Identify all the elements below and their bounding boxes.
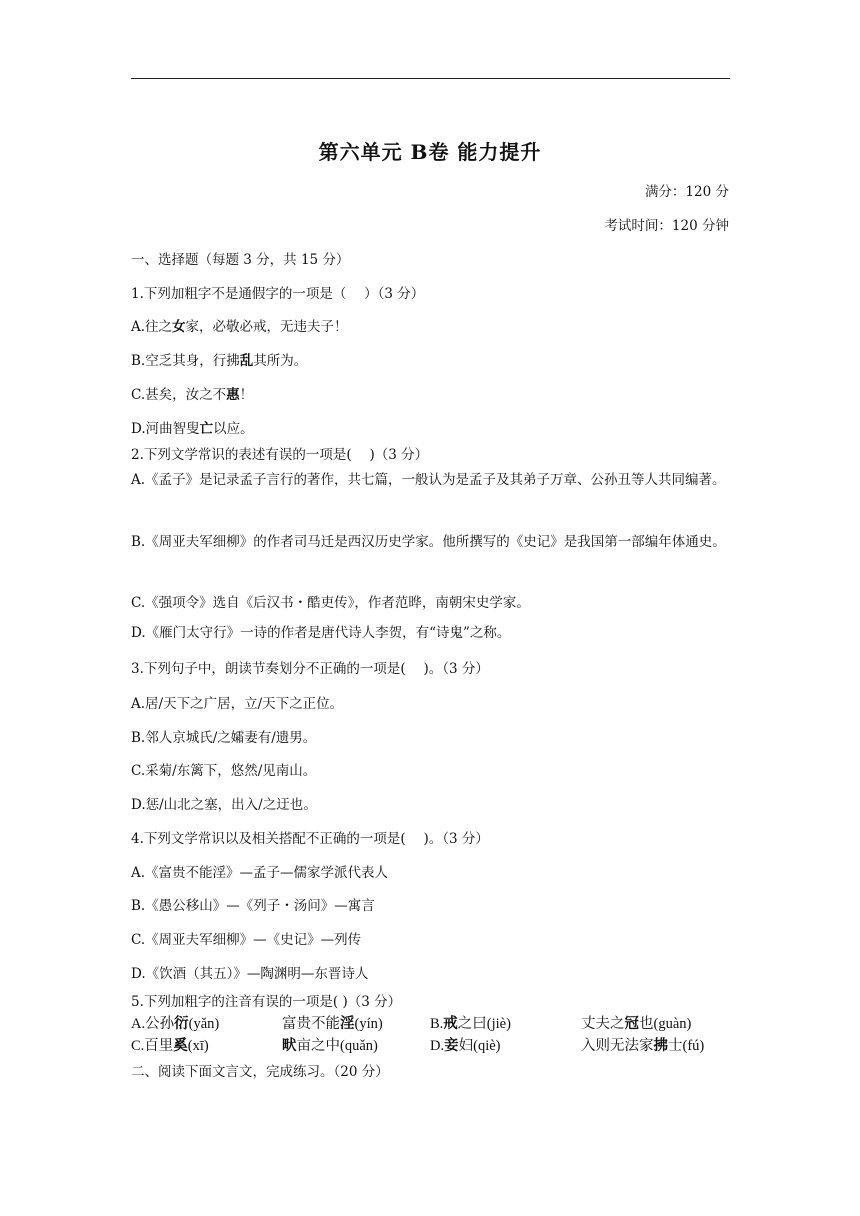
q4-option-c: C.《周亚夫军细柳》—《史记》—列传	[131, 932, 362, 948]
header-rule	[131, 78, 730, 79]
bold-char: 淫	[340, 1016, 355, 1032]
q3-stem: 3.下列句子中，朗读节奏划分不正确的一项是( )。（3 分）	[131, 661, 489, 677]
bold-char: 亡	[199, 421, 214, 437]
q5-option-a-part1: A.公孙衍(yǎn)	[131, 1016, 220, 1032]
bold-char: 冠	[624, 1016, 639, 1032]
q2-stem: 2.下列文学常识的表述有误的一项是( )（3 分）	[131, 447, 429, 463]
q1-option-a: A.往之女家，必敬必戒，无违夫子！	[131, 319, 348, 335]
bold-char: 戒	[443, 1016, 458, 1032]
q5-option-b-part2: 丈夫之冠也(guàn)	[581, 1016, 692, 1032]
q1-option-c: C.甚矣，汝之不惠！	[131, 387, 254, 403]
bold-char: 衍	[174, 1016, 189, 1032]
q2-option-d: D.《雁门太守行》一诗的作者是唐代诗人李贺，有“诗鬼”之称。	[131, 625, 511, 641]
full-score: 满分：120 分	[644, 184, 729, 200]
section2-heading: 二、阅读下面文言文，完成练习。（20 分）	[131, 1064, 389, 1080]
q2-option-c: C.《强项令》选自《后汉书・酷吏传》，作者范晔，南朝宋史学家。	[131, 595, 530, 611]
section1-heading: 一、选择题（每题 3 分，共 15 分）	[131, 252, 350, 268]
q1-stem: 1.下列加粗字不是通假字的一项是（ ）（3 分）	[131, 286, 425, 302]
q5-option-d-part1: D.妾妇(qiè)	[430, 1038, 501, 1054]
q4-option-d: D.《饮酒（其五）》—陶渊明—东晋诗人	[131, 966, 369, 982]
q5-option-c-part2: 畎亩之中(quǎn)	[282, 1038, 378, 1054]
q3-option-c: C.采菊/东篱下，悠然/见南山。	[131, 763, 317, 779]
bold-char: 畎	[282, 1038, 297, 1054]
bold-char: 惠	[226, 387, 240, 403]
q1-option-d: D.河曲智叟亡以应。	[131, 421, 254, 437]
bold-char: 乱	[239, 353, 254, 369]
q2-option-a: A.《孟子》是记录孟子言行的著作，共七篇，一般认为是孟子及其弟子万章、公孙丑等人共同编著。	[131, 472, 726, 488]
page-title: 第六单元 B卷 能力提升	[318, 140, 542, 164]
exam-time: 考试时间：120 分钟	[604, 218, 729, 234]
q5-option-d-part2: 入则无法家拂士(fú)	[581, 1038, 705, 1054]
q2-option-b: B.《周亚夫军细柳》的作者司马迁是西汉历史学家。他所撰写的《史记》是我国第一部编年体通史。	[131, 534, 726, 550]
q1-option-b: B.空乏其身，行拂乱其所为。	[131, 353, 308, 369]
bold-char: 女	[172, 319, 186, 335]
q5-stem: 5.下列加粗字的注音有误的一项是( )（3 分）	[131, 994, 402, 1010]
q5-option-b-part1: B.戒之曰(jiè)	[430, 1016, 511, 1032]
q4-stem: 4.下列文学常识以及相关搭配不正确的一项是( )。（3 分）	[131, 831, 489, 847]
bold-char: 妾	[444, 1038, 459, 1054]
q3-option-b: B.邻人京城氏/之孀妻有/遗男。	[131, 730, 317, 746]
q5-option-a-part2: 富贵不能淫(yín)	[282, 1016, 383, 1032]
q3-option-d: D.惩/山北之塞，出入/之迂也。	[131, 797, 317, 813]
bold-char: 拂	[653, 1038, 668, 1054]
q3-option-a: A.居/天下之广居，立/天下之正位。	[131, 696, 344, 712]
q4-option-b: B.《愚公移山》—《列子・汤问》—寓言	[131, 898, 375, 914]
bold-char: 奚	[173, 1038, 188, 1054]
q5-option-c-part1: C.百里奚(xī)	[131, 1038, 209, 1054]
q4-option-a: A.《富贵不能淫》—孟子—儒家学派代表人	[131, 865, 389, 881]
